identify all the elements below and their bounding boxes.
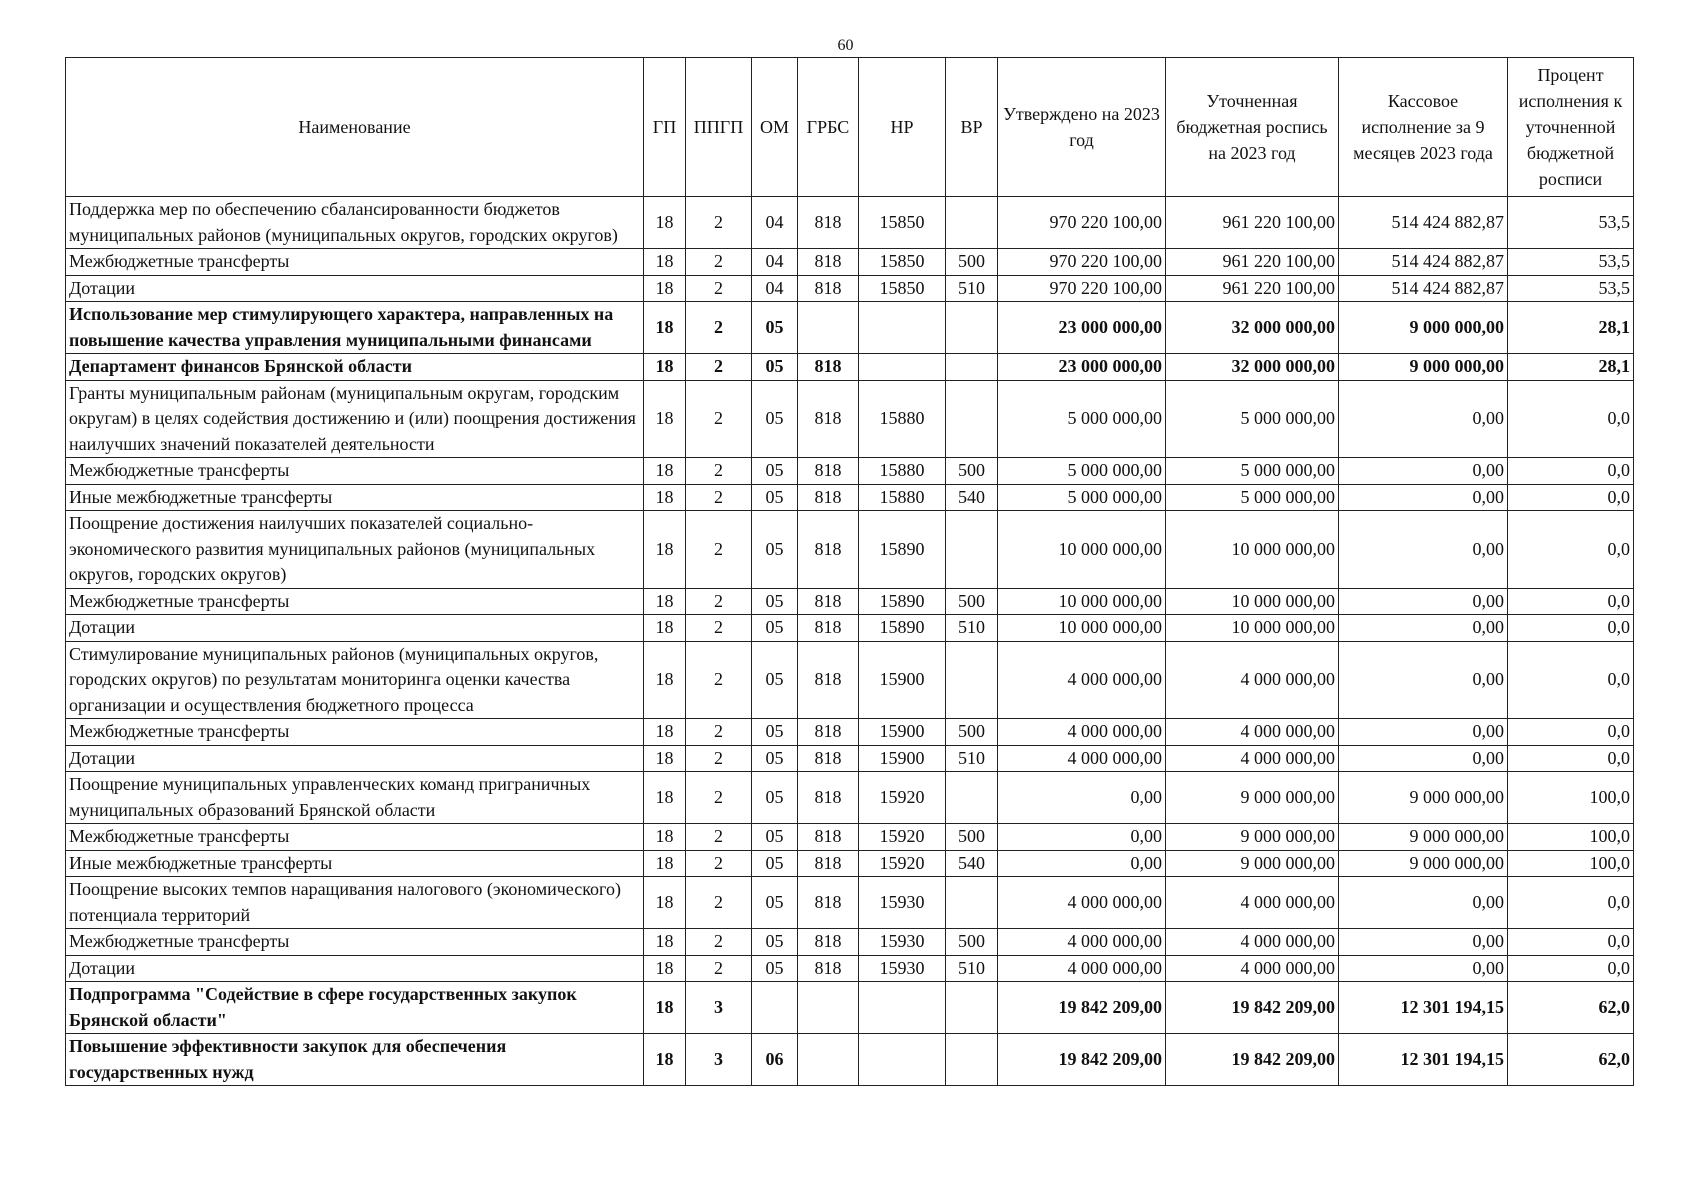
table-row (66, 1034, 1634, 1086)
cell-name: Поддержка мер по обеспечению сбалансированности бюджетов муниципальных районов (муниципальных округов, городских округов) (66, 197, 644, 249)
cell-grbs: 818 (798, 484, 859, 511)
cell-cash: 12 301 194,15 (1339, 1034, 1508, 1086)
cell-om: 05 (752, 824, 798, 851)
cell-vr (946, 511, 998, 589)
cell-nr (859, 302, 946, 354)
cell-percent: 0,0 (1508, 955, 1634, 982)
cell-ppgp: 2 (686, 249, 752, 276)
cell-cash: 0,00 (1339, 745, 1508, 772)
cell-gp: 18 (644, 929, 686, 956)
cell-cash: 9 000 000,00 (1339, 354, 1508, 381)
cell-ppgp: 3 (686, 982, 752, 1034)
cell-approved: 970 220 100,00 (998, 249, 1166, 276)
cell-grbs (798, 302, 859, 354)
cell-name: Межбюджетные трансферты (66, 719, 644, 746)
cell-grbs: 818 (798, 929, 859, 956)
cell-cash: 0,00 (1339, 458, 1508, 485)
header-vr: ВР (946, 58, 998, 197)
cell-om: 05 (752, 458, 798, 485)
cell-percent: 62,0 (1508, 1034, 1634, 1086)
cell-name: Дотации (66, 745, 644, 772)
cell-vr: 500 (946, 719, 998, 746)
cell-approved: 5 000 000,00 (998, 380, 1166, 458)
cell-ppgp: 2 (686, 588, 752, 615)
cell-nr: 15880 (859, 458, 946, 485)
cell-name: Межбюджетные трансферты (66, 588, 644, 615)
table-row (66, 511, 1634, 589)
cell-name: Дотации (66, 615, 644, 642)
table-row (66, 719, 1634, 746)
cell-approved: 23 000 000,00 (998, 354, 1166, 381)
table-row (66, 929, 1634, 956)
header-grbs: ГРБС (798, 58, 859, 197)
table-row (66, 380, 1634, 458)
cell-om: 04 (752, 197, 798, 249)
cell-ppgp: 2 (686, 380, 752, 458)
cell-gp: 18 (644, 380, 686, 458)
header-refined: Уточненная бюджетная роспись на 2023 год (1166, 58, 1339, 197)
cell-percent: 62,0 (1508, 982, 1634, 1034)
cell-gp: 18 (644, 719, 686, 746)
cell-refined: 5 000 000,00 (1166, 458, 1339, 485)
cell-gp: 18 (644, 197, 686, 249)
cell-vr: 510 (946, 275, 998, 302)
cell-om: 05 (752, 615, 798, 642)
page-number: 60 (837, 37, 854, 54)
cell-nr: 15900 (859, 719, 946, 746)
cell-gp: 18 (644, 588, 686, 615)
cell-grbs: 818 (798, 877, 859, 929)
cell-approved: 10 000 000,00 (998, 588, 1166, 615)
cell-percent: 0,0 (1508, 745, 1634, 772)
cell-vr: 500 (946, 929, 998, 956)
cell-approved: 0,00 (998, 772, 1166, 824)
cell-om: 05 (752, 877, 798, 929)
cell-ppgp: 2 (686, 850, 752, 877)
cell-refined: 4 000 000,00 (1166, 745, 1339, 772)
cell-om: 05 (752, 719, 798, 746)
header-gp: ГП (644, 58, 686, 197)
cell-cash: 0,00 (1339, 955, 1508, 982)
cell-grbs: 818 (798, 249, 859, 276)
cell-ppgp: 2 (686, 772, 752, 824)
cell-percent: 0,0 (1508, 929, 1634, 956)
cell-gp: 18 (644, 1034, 686, 1086)
cell-cash: 0,00 (1339, 929, 1508, 956)
table-row (66, 615, 1634, 642)
cell-grbs: 818 (798, 588, 859, 615)
table-row (66, 850, 1634, 877)
cell-refined: 4 000 000,00 (1166, 955, 1339, 982)
table-row (66, 275, 1634, 302)
cell-nr (859, 982, 946, 1034)
cell-cash: 9 000 000,00 (1339, 824, 1508, 851)
cell-ppgp: 2 (686, 511, 752, 589)
cell-gp: 18 (644, 615, 686, 642)
cell-grbs: 818 (798, 354, 859, 381)
cell-name: Поощрение достижения наилучших показателей социально-экономического развития муниципальных районов (муниципальных округов, городских округов) (66, 511, 644, 589)
cell-om (752, 982, 798, 1034)
cell-gp: 18 (644, 249, 686, 276)
budget-execution-table (65, 57, 1634, 1086)
cell-refined: 32 000 000,00 (1166, 354, 1339, 381)
cell-refined: 10 000 000,00 (1166, 511, 1339, 589)
cell-gp: 18 (644, 302, 686, 354)
cell-grbs: 818 (798, 380, 859, 458)
cell-om: 05 (752, 850, 798, 877)
cell-cash: 0,00 (1339, 615, 1508, 642)
cell-grbs: 818 (798, 458, 859, 485)
cell-ppgp: 2 (686, 615, 752, 642)
cell-ppgp: 2 (686, 484, 752, 511)
cell-nr: 15890 (859, 511, 946, 589)
cell-approved: 4 000 000,00 (998, 929, 1166, 956)
cell-ppgp: 2 (686, 197, 752, 249)
cell-cash: 0,00 (1339, 719, 1508, 746)
cell-percent: 53,5 (1508, 197, 1634, 249)
cell-nr: 15900 (859, 745, 946, 772)
cell-refined: 5 000 000,00 (1166, 380, 1339, 458)
cell-name: Межбюджетные трансферты (66, 929, 644, 956)
cell-name: Дотации (66, 275, 644, 302)
cell-refined: 19 842 209,00 (1166, 982, 1339, 1034)
cell-nr: 15920 (859, 850, 946, 877)
cell-vr (946, 1034, 998, 1086)
cell-approved: 0,00 (998, 850, 1166, 877)
cell-refined: 4 000 000,00 (1166, 929, 1339, 956)
cell-refined: 9 000 000,00 (1166, 772, 1339, 824)
cell-name: Межбюджетные трансферты (66, 249, 644, 276)
cell-vr: 540 (946, 484, 998, 511)
cell-nr: 15880 (859, 484, 946, 511)
cell-gp: 18 (644, 745, 686, 772)
cell-ppgp: 2 (686, 641, 752, 719)
cell-refined: 961 220 100,00 (1166, 275, 1339, 302)
cell-ppgp: 2 (686, 275, 752, 302)
table-row (66, 982, 1634, 1034)
cell-refined: 32 000 000,00 (1166, 302, 1339, 354)
cell-nr: 15850 (859, 197, 946, 249)
table-row (66, 745, 1634, 772)
header-cash: Кассовое исполнение за 9 месяцев 2023 года (1339, 58, 1508, 197)
cell-gp: 18 (644, 772, 686, 824)
cell-vr: 540 (946, 850, 998, 877)
cell-grbs (798, 1034, 859, 1086)
cell-nr (859, 354, 946, 381)
cell-om: 05 (752, 511, 798, 589)
cell-name: Дотации (66, 955, 644, 982)
cell-om: 06 (752, 1034, 798, 1086)
cell-percent: 0,0 (1508, 719, 1634, 746)
table-header-row (66, 58, 1634, 197)
cell-approved: 970 220 100,00 (998, 197, 1166, 249)
header-ppgp: ППГП (686, 58, 752, 197)
cell-ppgp: 2 (686, 929, 752, 956)
cell-vr (946, 641, 998, 719)
cell-approved: 5 000 000,00 (998, 484, 1166, 511)
cell-grbs: 818 (798, 850, 859, 877)
cell-approved: 10 000 000,00 (998, 511, 1166, 589)
cell-percent: 0,0 (1508, 877, 1634, 929)
table-row (66, 484, 1634, 511)
cell-name: Поощрение высоких темпов наращивания налогового (экономического) потенциала территорий (66, 877, 644, 929)
cell-approved: 23 000 000,00 (998, 302, 1166, 354)
cell-nr: 15890 (859, 615, 946, 642)
cell-grbs: 818 (798, 772, 859, 824)
cell-refined: 4 000 000,00 (1166, 641, 1339, 719)
cell-cash: 0,00 (1339, 877, 1508, 929)
cell-grbs: 818 (798, 197, 859, 249)
cell-om: 05 (752, 955, 798, 982)
cell-om: 05 (752, 772, 798, 824)
cell-gp: 18 (644, 354, 686, 381)
cell-grbs: 818 (798, 719, 859, 746)
cell-grbs: 818 (798, 511, 859, 589)
cell-percent: 28,1 (1508, 302, 1634, 354)
cell-name: Иные межбюджетные трансферты (66, 850, 644, 877)
cell-refined: 10 000 000,00 (1166, 588, 1339, 615)
cell-grbs: 818 (798, 275, 859, 302)
cell-percent: 100,0 (1508, 824, 1634, 851)
table-row (66, 641, 1634, 719)
cell-grbs: 818 (798, 955, 859, 982)
cell-approved: 5 000 000,00 (998, 458, 1166, 485)
cell-cash: 9 000 000,00 (1339, 850, 1508, 877)
cell-percent: 0,0 (1508, 641, 1634, 719)
table-row (66, 354, 1634, 381)
cell-cash: 12 301 194,15 (1339, 982, 1508, 1034)
cell-name: Повышение эффективности закупок для обеспечения государственных нужд (66, 1034, 644, 1086)
cell-om: 05 (752, 588, 798, 615)
cell-ppgp: 2 (686, 745, 752, 772)
cell-om: 04 (752, 275, 798, 302)
cell-percent: 0,0 (1508, 458, 1634, 485)
cell-refined: 9 000 000,00 (1166, 824, 1339, 851)
cell-gp: 18 (644, 511, 686, 589)
cell-om: 05 (752, 641, 798, 719)
cell-nr: 15900 (859, 641, 946, 719)
table-row (66, 955, 1634, 982)
table-row (66, 772, 1634, 824)
cell-vr (946, 772, 998, 824)
table-row (66, 249, 1634, 276)
cell-approved: 0,00 (998, 824, 1166, 851)
cell-gp: 18 (644, 955, 686, 982)
cell-approved: 970 220 100,00 (998, 275, 1166, 302)
cell-ppgp: 2 (686, 955, 752, 982)
cell-name: Стимулирование муниципальных районов (муниципальных округов, городских округов) по результатам мониторинга оценки качества организации и осуществления бюджетного процесса (66, 641, 644, 719)
cell-gp: 18 (644, 458, 686, 485)
cell-vr: 500 (946, 458, 998, 485)
cell-ppgp: 2 (686, 719, 752, 746)
cell-percent: 0,0 (1508, 511, 1634, 589)
cell-refined: 19 842 209,00 (1166, 1034, 1339, 1086)
cell-percent: 28,1 (1508, 354, 1634, 381)
cell-ppgp: 2 (686, 354, 752, 381)
cell-percent: 100,0 (1508, 850, 1634, 877)
cell-percent: 0,0 (1508, 484, 1634, 511)
table-row (66, 588, 1634, 615)
cell-approved: 4 000 000,00 (998, 745, 1166, 772)
cell-om: 04 (752, 249, 798, 276)
cell-approved: 10 000 000,00 (998, 615, 1166, 642)
cell-nr: 15930 (859, 955, 946, 982)
cell-name: Использование мер стимулирующего характера, направленных на повышение качества управления муниципальными финансами (66, 302, 644, 354)
cell-gp: 18 (644, 877, 686, 929)
cell-vr: 500 (946, 588, 998, 615)
cell-percent: 0,0 (1508, 588, 1634, 615)
cell-refined: 9 000 000,00 (1166, 850, 1339, 877)
cell-gp: 18 (644, 275, 686, 302)
cell-om: 05 (752, 380, 798, 458)
cell-refined: 10 000 000,00 (1166, 615, 1339, 642)
cell-refined: 4 000 000,00 (1166, 877, 1339, 929)
cell-grbs: 818 (798, 824, 859, 851)
cell-vr (946, 197, 998, 249)
cell-nr: 15930 (859, 929, 946, 956)
cell-name: Департамент финансов Брянской области (66, 354, 644, 381)
cell-cash: 514 424 882,87 (1339, 197, 1508, 249)
cell-approved: 19 842 209,00 (998, 982, 1166, 1034)
cell-gp: 18 (644, 824, 686, 851)
cell-cash: 9 000 000,00 (1339, 772, 1508, 824)
cell-percent: 53,5 (1508, 275, 1634, 302)
cell-cash: 514 424 882,87 (1339, 275, 1508, 302)
table-row (66, 197, 1634, 249)
cell-percent: 0,0 (1508, 615, 1634, 642)
cell-name: Гранты муниципальным районам (муниципальным округам, городским округам) в целях содействия достижению и (или) поощрения достижения наилучших значений показателей деятельности (66, 380, 644, 458)
cell-nr: 15850 (859, 249, 946, 276)
cell-refined: 4 000 000,00 (1166, 719, 1339, 746)
cell-nr: 15850 (859, 275, 946, 302)
cell-gp: 18 (644, 641, 686, 719)
cell-percent: 100,0 (1508, 772, 1634, 824)
cell-cash: 0,00 (1339, 641, 1508, 719)
cell-vr (946, 354, 998, 381)
cell-name: Межбюджетные трансферты (66, 458, 644, 485)
cell-name: Подпрограмма "Содействие в сфере государственных закупок Брянской области" (66, 982, 644, 1034)
cell-percent: 0,0 (1508, 380, 1634, 458)
cell-cash: 0,00 (1339, 484, 1508, 511)
cell-nr: 15880 (859, 380, 946, 458)
cell-cash: 514 424 882,87 (1339, 249, 1508, 276)
cell-grbs: 818 (798, 641, 859, 719)
cell-om: 05 (752, 745, 798, 772)
header-nr: НР (859, 58, 946, 197)
cell-name: Иные межбюджетные трансферты (66, 484, 644, 511)
header-om: ОМ (752, 58, 798, 197)
cell-grbs: 818 (798, 615, 859, 642)
cell-om: 05 (752, 354, 798, 381)
cell-vr: 500 (946, 824, 998, 851)
header-percent: Процент исполнения к уточненной бюджетной росписи (1508, 58, 1634, 197)
cell-om: 05 (752, 302, 798, 354)
cell-nr: 15890 (859, 588, 946, 615)
cell-refined: 961 220 100,00 (1166, 249, 1339, 276)
cell-nr: 15920 (859, 772, 946, 824)
cell-approved: 19 842 209,00 (998, 1034, 1166, 1086)
cell-vr (946, 982, 998, 1034)
cell-approved: 4 000 000,00 (998, 641, 1166, 719)
cell-ppgp: 2 (686, 302, 752, 354)
cell-vr: 510 (946, 955, 998, 982)
cell-gp: 18 (644, 982, 686, 1034)
cell-refined: 961 220 100,00 (1166, 197, 1339, 249)
cell-ppgp: 2 (686, 824, 752, 851)
cell-vr: 510 (946, 615, 998, 642)
cell-percent: 53,5 (1508, 249, 1634, 276)
cell-vr (946, 877, 998, 929)
table-row (66, 302, 1634, 354)
cell-refined: 5 000 000,00 (1166, 484, 1339, 511)
cell-gp: 18 (644, 850, 686, 877)
cell-om: 05 (752, 484, 798, 511)
cell-vr (946, 380, 998, 458)
table-row (66, 824, 1634, 851)
cell-approved: 4 000 000,00 (998, 719, 1166, 746)
cell-vr: 500 (946, 249, 998, 276)
cell-approved: 4 000 000,00 (998, 955, 1166, 982)
cell-nr: 15930 (859, 877, 946, 929)
cell-nr (859, 1034, 946, 1086)
header-approved: Утверждено на 2023 год (998, 58, 1166, 197)
cell-gp: 18 (644, 484, 686, 511)
cell-ppgp: 2 (686, 877, 752, 929)
cell-ppgp: 3 (686, 1034, 752, 1086)
cell-cash: 0,00 (1339, 380, 1508, 458)
cell-cash: 0,00 (1339, 588, 1508, 615)
cell-om: 05 (752, 929, 798, 956)
cell-vr (946, 302, 998, 354)
table-row (66, 458, 1634, 485)
cell-vr: 510 (946, 745, 998, 772)
cell-approved: 4 000 000,00 (998, 877, 1166, 929)
cell-name: Поощрение муниципальных управленческих команд приграничных муниципальных образований Брянской области (66, 772, 644, 824)
cell-cash: 0,00 (1339, 511, 1508, 589)
header-name: Наименование (66, 58, 644, 197)
cell-cash: 9 000 000,00 (1339, 302, 1508, 354)
cell-ppgp: 2 (686, 458, 752, 485)
cell-grbs: 818 (798, 745, 859, 772)
cell-name: Межбюджетные трансферты (66, 824, 644, 851)
cell-grbs (798, 982, 859, 1034)
cell-nr: 15920 (859, 824, 946, 851)
table-row (66, 877, 1634, 929)
